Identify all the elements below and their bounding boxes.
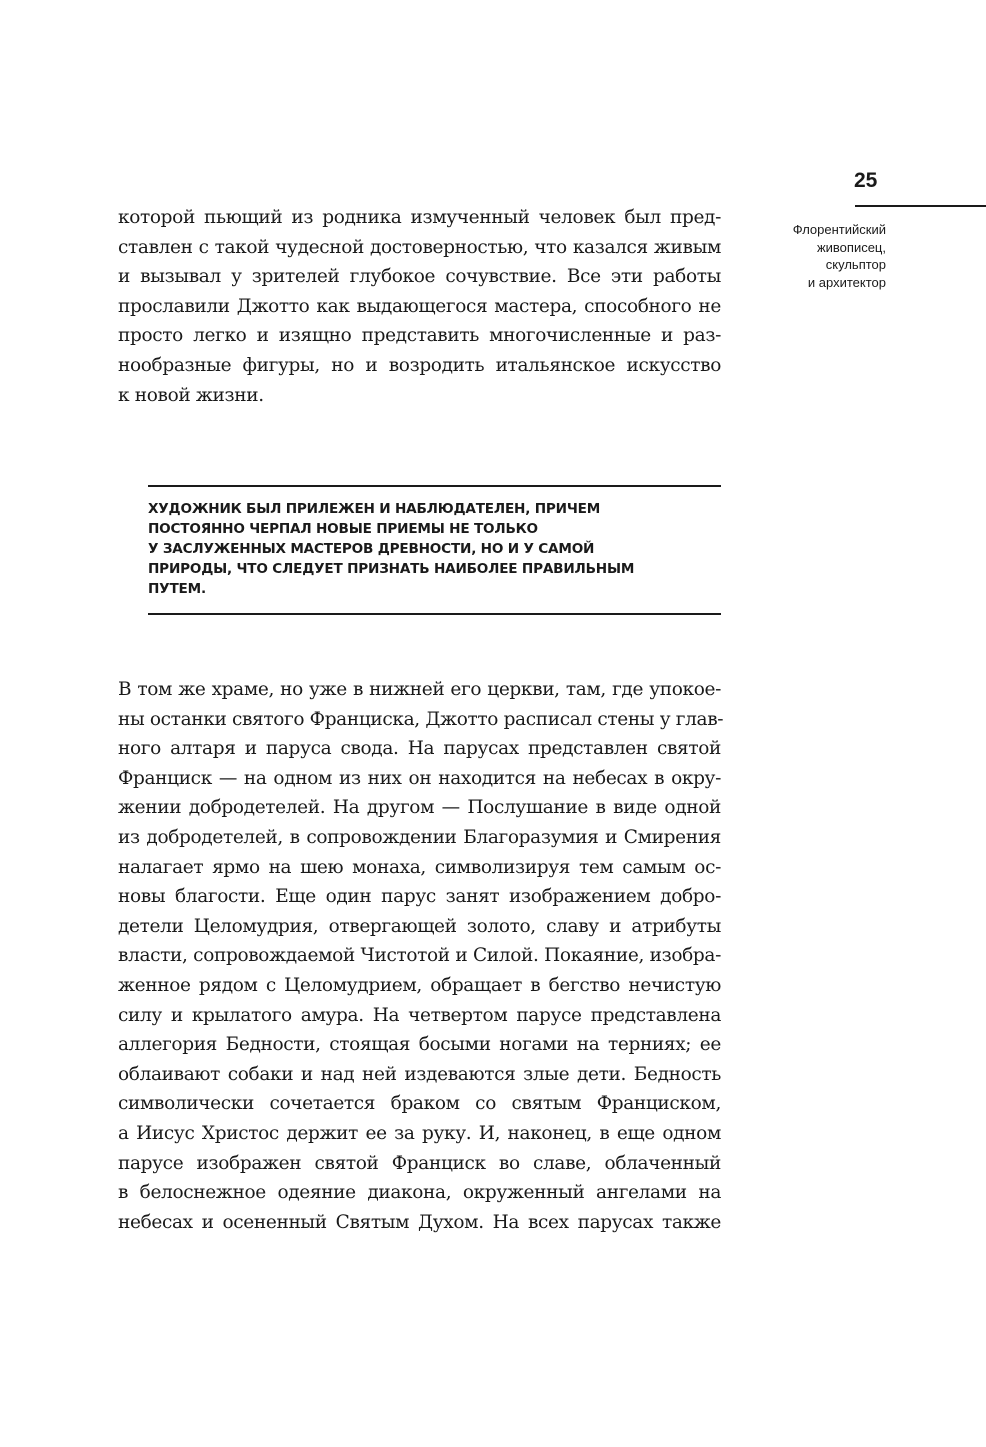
text-line: нообразные фигуры, но и возродить итальянское искусство (118, 354, 721, 376)
running-head-line: и архитектор (807, 274, 886, 290)
text-line: к новой жизни. (118, 384, 264, 406)
pullquote-top-rule (148, 485, 721, 487)
text-line: которой пьющий из родника измученный человек был пред- (118, 207, 721, 228)
running-head-line: Флорентийский (792, 222, 886, 237)
text-line: а Иисус Христос держит ее за руку. И, наконец, в еще одном (118, 1122, 721, 1144)
text-line: и вызывал у зрителей глубокое сочувствие. Все эти работы (118, 266, 721, 288)
text-line: ны останки святого Франциска, Джотто расписал стены у глав- (118, 708, 724, 730)
text-line: ставлен с такой чудесной достоверностью, что казался живым (118, 236, 721, 258)
pullquote (148, 499, 721, 599)
running-head-line: живописец, (816, 239, 886, 255)
body-paragraph-2 (118, 675, 724, 1237)
page-number: 25 (854, 169, 878, 192)
text-line: детели Целомудрия, отвергающей золото, славу и атрибуты (118, 915, 721, 937)
text-line: парусе изображен святой Франциск во славе, облаченный (118, 1152, 721, 1174)
pullquote-line: ХУДОЖНИК БЫЛ ПРИЛЕЖЕН И НАБЛЮДАТЕЛЕН, ПРИЧЕМ (148, 501, 601, 517)
text-line: женное рядом с Целомудрием, обращает в бегство нечистую (118, 974, 721, 996)
header-rule (855, 205, 986, 207)
text-line: символически сочетается браком со святым Франциском, (118, 1093, 721, 1115)
text-line: силу и крылатого амура. На четвертом парусе представлена (118, 1004, 721, 1026)
text-line: аллегория Бедности, стоящая босыми ногами на терниях; ее (118, 1034, 721, 1056)
body-paragraph-1 (118, 203, 721, 410)
text-line: просто легко и изящно представить многочисленные и раз- (118, 325, 721, 347)
text-line: Франциск — на одном из них он находится на небесах в окру- (118, 767, 721, 789)
running-head-line: скульптор (825, 257, 886, 272)
text-line: жении добродетелей. На другом — Послушание в виде одной (118, 797, 721, 819)
text-line: новы благости. Еще один парус занят изображением добро- (118, 886, 721, 908)
pullquote-line: ПОСТОЯННО ЧЕРПАЛ НОВЫЕ ПРИЕМЫ НЕ ТОЛЬКО (148, 521, 538, 537)
text-line: в белоснежное одеяние диакона, окруженный ангелами на (118, 1182, 721, 1204)
running-head (706, 221, 886, 291)
pullquote-line: ПРИРОДЫ, ЧТО СЛЕДУЕТ ПРИЗНАТЬ НАИБОЛЕЕ ПРАВИЛЬНЫМ (148, 561, 635, 577)
pullquote-bottom-rule (148, 613, 721, 615)
text-line: В том же храме, но уже в нижней его церкви, там, где упокое- (118, 679, 721, 700)
text-line: прославили Джотто как выдающегося мастера, способного не (118, 295, 721, 317)
text-line: из добродетелей, в сопровождении Благоразумия и Смирения (118, 826, 721, 848)
pullquote-line: ПУТЕМ. (148, 581, 206, 597)
text-line: налагает ярмо на шею монаха, символизируя тем самым ос- (118, 856, 721, 878)
text-line: облаивают собаки и над ней издеваются злые дети. Бедность (118, 1063, 721, 1085)
text-line: ного алтаря и паруса свода. На парусах представлен святой (118, 738, 721, 760)
text-line: власти, сопровождаемой Чистотой и Силой. Покаяние, изобра- (118, 945, 721, 967)
pullquote-line: У ЗАСЛУЖЕННЫХ МАСТЕРОВ ДРЕВНОСТИ, НО И У САМОЙ (148, 541, 595, 557)
text-line: небесах и осененный Святым Духом. На всех парусах также (118, 1211, 721, 1233)
